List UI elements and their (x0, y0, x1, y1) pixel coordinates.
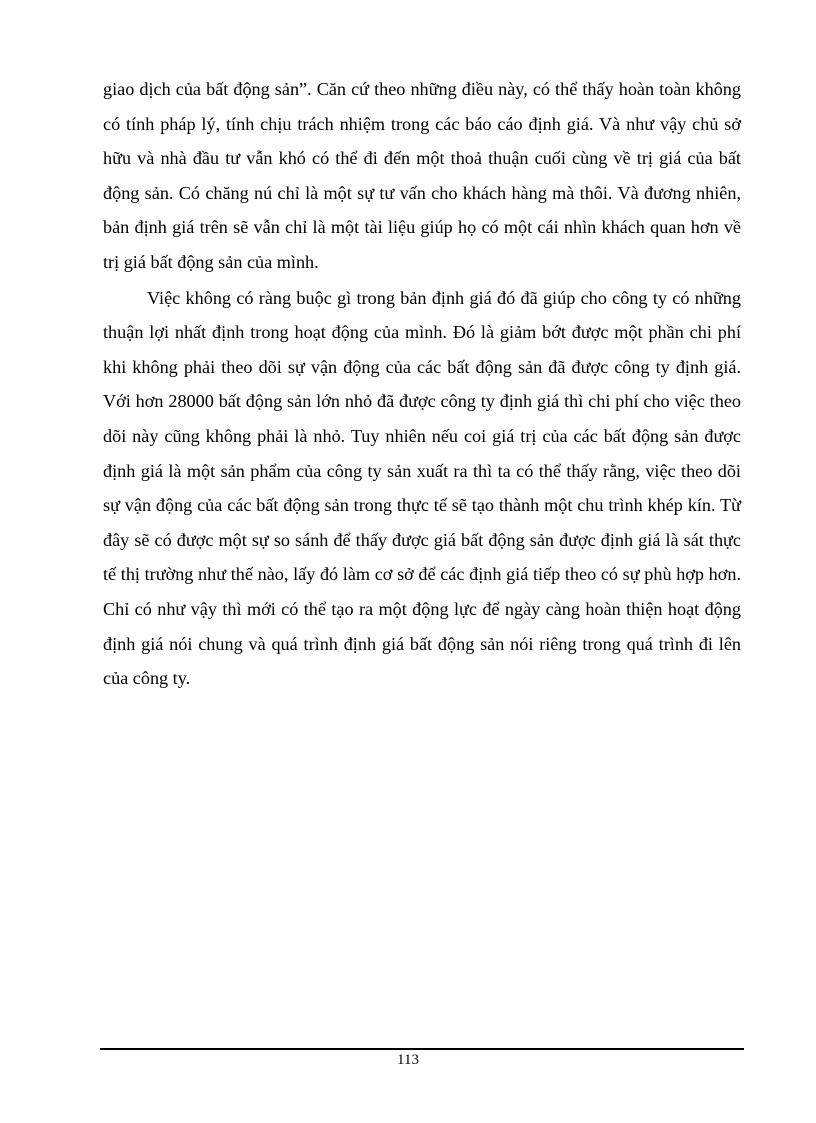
body-text (103, 72, 741, 696)
page-number: 113 (397, 1052, 419, 1068)
paragraph-2: Việc không có ràng buộc gì trong bản định giá đó đã giúp cho công ty có những thuận lợi nhất định trong hoạt động của mình. Đó là giảm bớt được một phần chi phí khi không phải theo dõi sự vận động của các bất động sản đã được công ty định giá. Với hơn 28000 bất động sản lớn nhỏ đã được công ty định giá thì chi phí cho việc theo dõi này cũng không phải là nhỏ. Tuy nhiên nếu coi giá trị của các bất động sản được định giá là một sản phẩm của công ty sản xuất ra thì ta có thể thấy rằng, việc theo dõi sự vận động của các bất động sản trong thực tế sẽ tạo thành một chu trình khép kín. Từ đây sẽ có được một sự so sánh để thấy được giá bất động sản được định giá là sát thực tế thị trường như thế nào, lấy đó làm cơ sở để các định giá tiếp theo có sự phù hợp hơn. Chỉ có như vậy thì mới có thể tạo ra một động lực để ngày càng hoàn thiện hoạt động định giá nói chung và quá trình định giá bất động sản nói riêng trong quá trình đi lên của công ty. (103, 287, 741, 689)
footer-rule (100, 1048, 744, 1050)
paragraph-1: giao dịch của bất động sản”. Căn cứ theo những điều này, có thể thấy hoàn toàn không có tính pháp lý, tính chịu trách nhiệm trong các báo cáo định giá. Và như vậy chủ sở hữu và nhà đầu tư vẫn khó có thể đi đến một thoả thuận cuối cùng về trị giá của bất động sản. Có chăng nú chỉ là một sự tư vấn cho khách hàng mà thôi. Và đương nhiên, bản định giá trên sẽ vẫn chỉ là một tài liệu giúp họ có một cái nhìn khách quan hơn về trị giá bất động sản của mình. (103, 79, 741, 272)
